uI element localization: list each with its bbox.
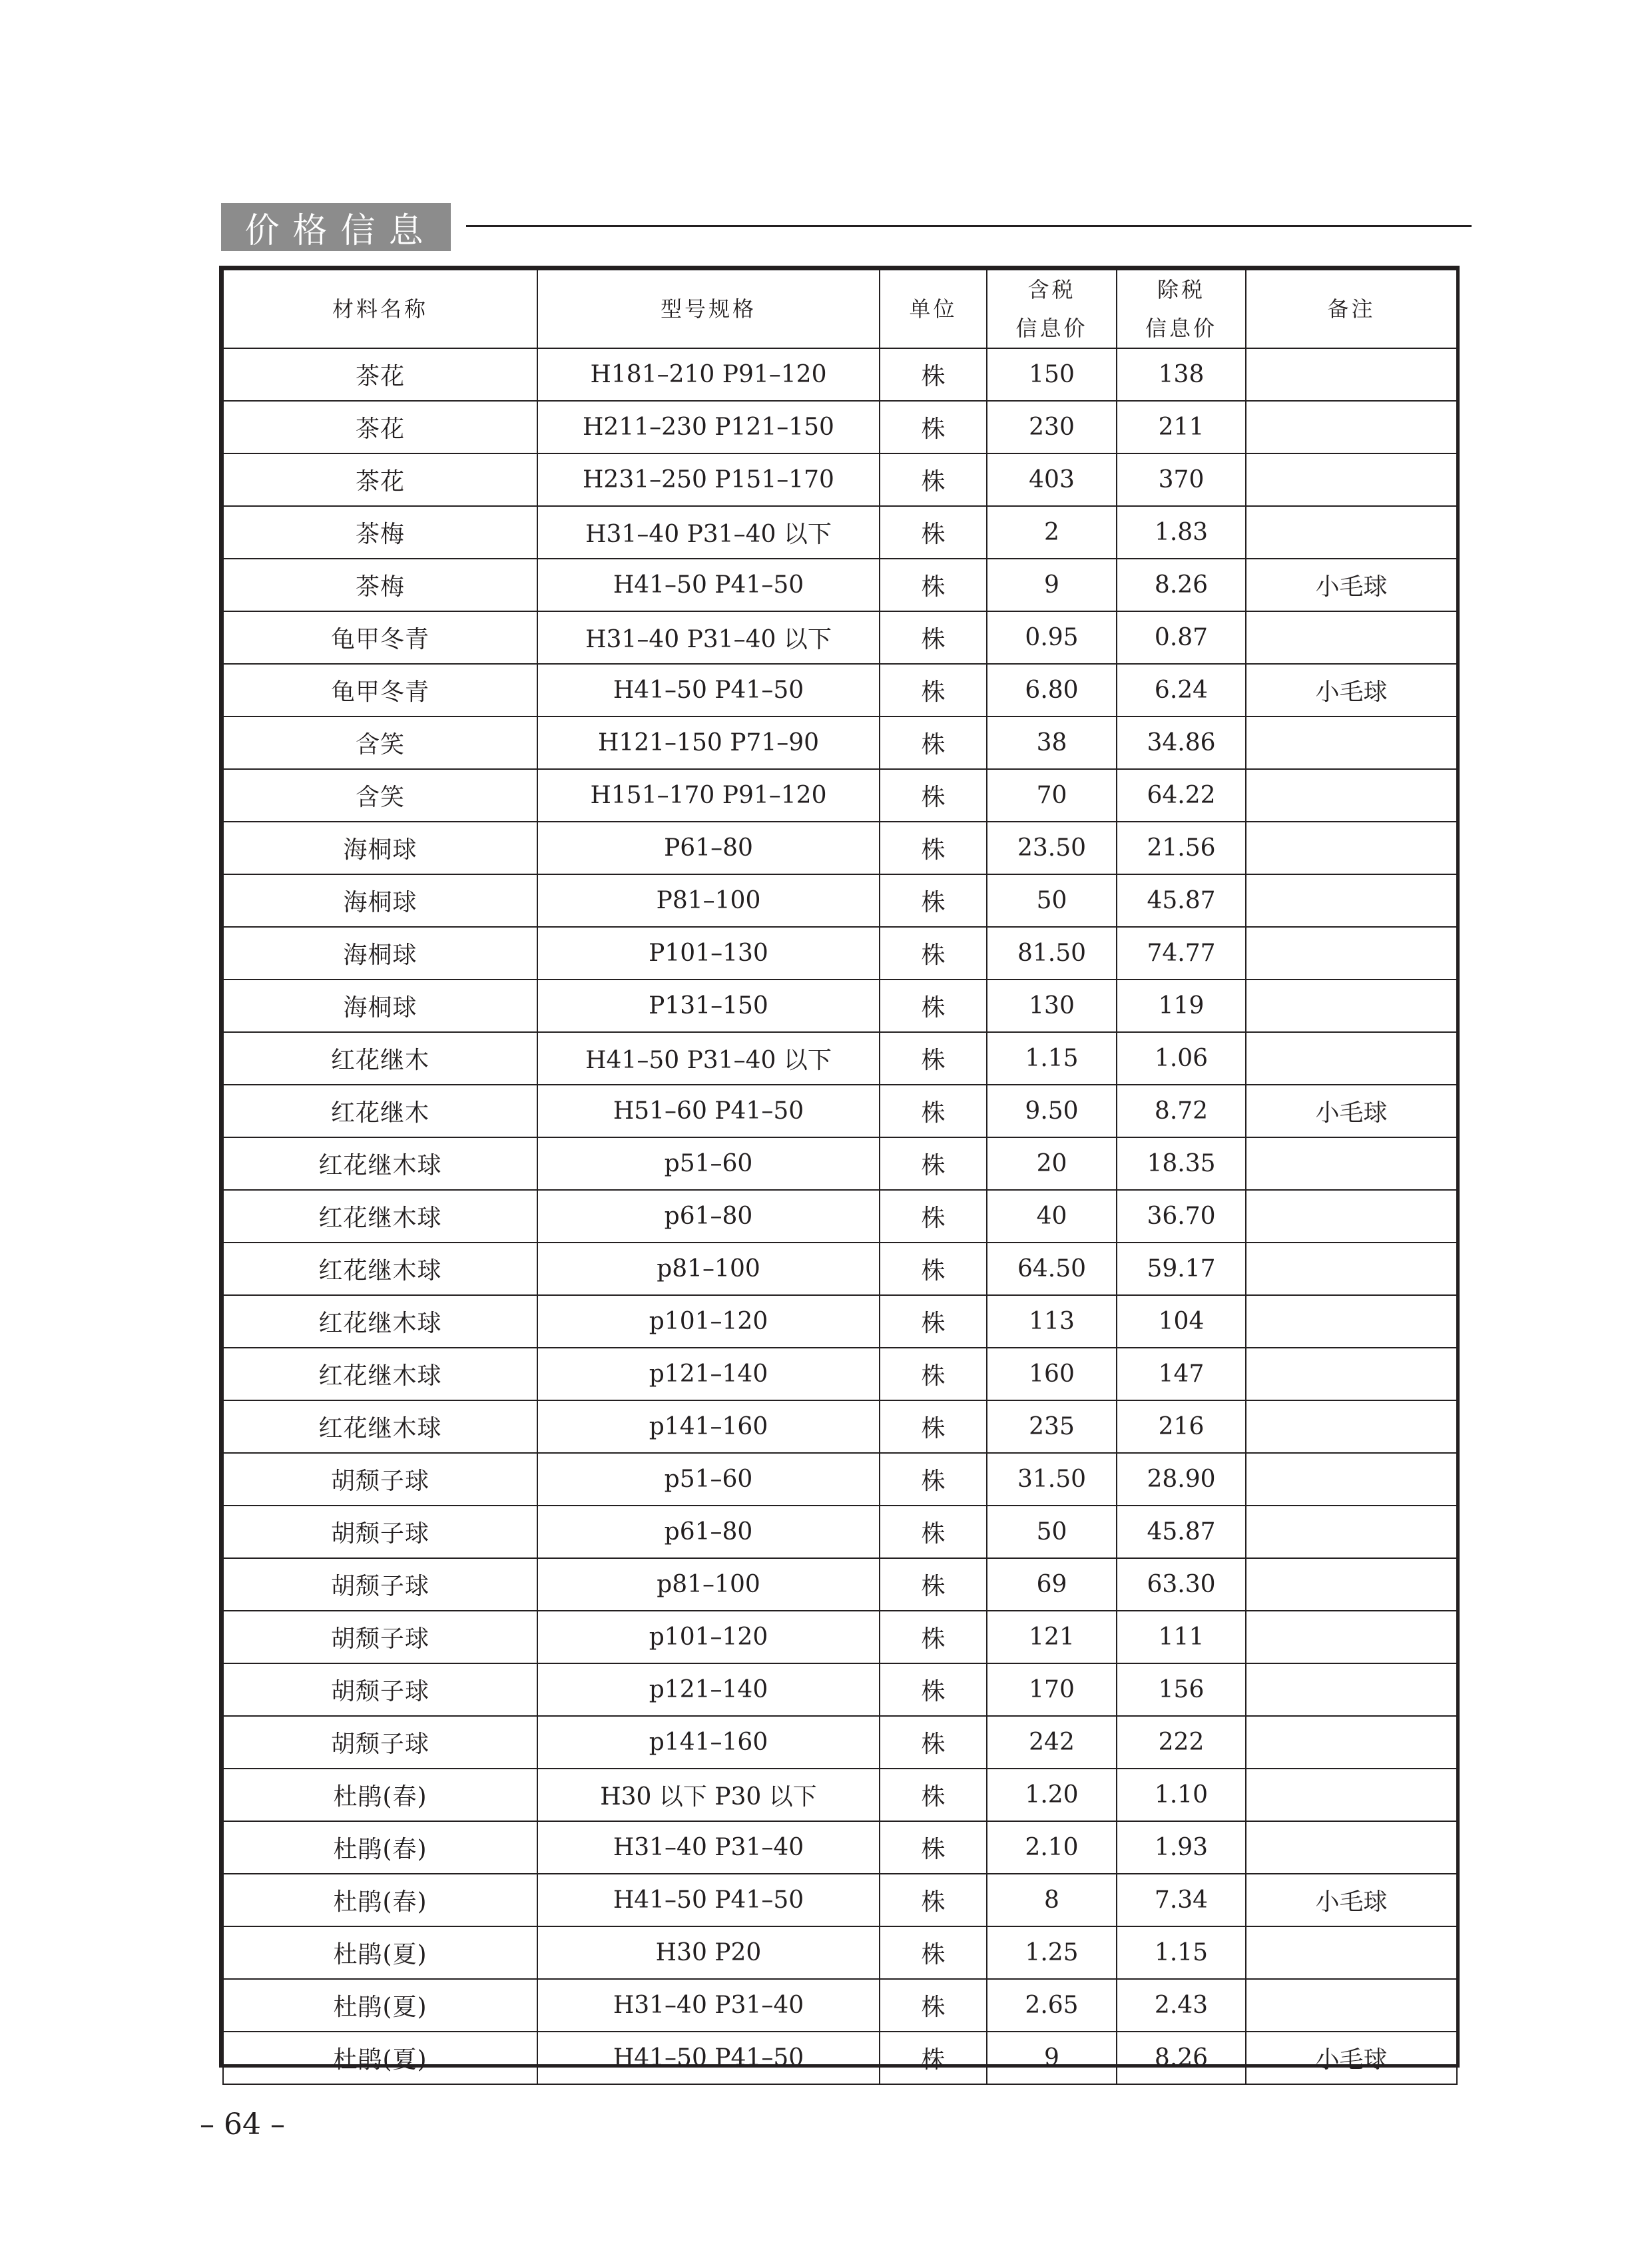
cell-remark	[1246, 1821, 1457, 1874]
table-row	[223, 1453, 1457, 1506]
cell-remark	[1246, 1453, 1457, 1506]
cell-material-name: 茶花	[223, 401, 537, 453]
cell-price-incl-tax: 31.50	[987, 1453, 1117, 1506]
cell-material-name: 杜鹃(夏)	[223, 1926, 537, 1979]
cell-price-incl-tax: 20	[987, 1137, 1117, 1190]
cell-price-incl-tax: 8	[987, 1874, 1117, 1926]
cell-remark	[1246, 927, 1457, 980]
table-row	[223, 822, 1457, 874]
cell-material-name: 红花继木	[223, 1085, 537, 1137]
cell-unit: 株	[880, 1190, 987, 1243]
cell-material-name: 海桐球	[223, 874, 537, 927]
cell-remark: 小毛球	[1246, 2032, 1457, 2084]
header-remark	[1246, 270, 1457, 348]
cell-price-incl-tax: 9.50	[987, 1085, 1117, 1137]
cell-model-spec: H31–40 P31–40 以下	[537, 506, 880, 559]
cell-price-excl-tax: 1.93	[1117, 1821, 1246, 1874]
cell-material-name: 海桐球	[223, 822, 537, 874]
cell-remark	[1246, 1611, 1457, 1663]
cell-remark	[1246, 822, 1457, 874]
cell-material-name: 红花继木球	[223, 1190, 537, 1243]
table-row	[223, 1400, 1457, 1453]
cell-remark	[1246, 1663, 1457, 1716]
cell-model-spec: H41–50 P41–50	[537, 664, 880, 716]
cell-remark: 小毛球	[1246, 559, 1457, 611]
cell-material-name: 红花继木球	[223, 1400, 537, 1453]
table-row	[223, 1506, 1457, 1558]
cell-price-incl-tax: 113	[987, 1295, 1117, 1348]
cell-model-spec: p101–120	[537, 1295, 880, 1348]
cell-material-name: 茶花	[223, 348, 537, 401]
cell-material-name: 茶梅	[223, 559, 537, 611]
cell-model-spec: p81–100	[537, 1243, 880, 1295]
cell-price-incl-tax: 235	[987, 1400, 1117, 1453]
cell-unit: 株	[880, 1926, 987, 1979]
table-row	[223, 1558, 1457, 1611]
cell-price-incl-tax: 0.95	[987, 611, 1117, 664]
cell-price-incl-tax: 403	[987, 453, 1117, 506]
header-price-incl-tax	[987, 270, 1117, 348]
cell-unit: 株	[880, 401, 987, 453]
cell-unit: 株	[880, 716, 987, 769]
cell-price-excl-tax: 1.10	[1117, 1769, 1246, 1821]
cell-remark	[1246, 874, 1457, 927]
cell-material-name: 杜鹃(夏)	[223, 2032, 537, 2084]
cell-material-name: 胡颓子球	[223, 1716, 537, 1769]
cell-model-spec: P101–130	[537, 927, 880, 980]
cell-model-spec: H211–230 P121–150	[537, 401, 880, 453]
cell-unit: 株	[880, 1506, 987, 1558]
cell-model-spec: p101–120	[537, 1611, 880, 1663]
header-model-spec	[537, 270, 880, 348]
table-row	[223, 1874, 1457, 1926]
cell-price-incl-tax: 9	[987, 2032, 1117, 2084]
table-row	[223, 2032, 1457, 2084]
cell-unit: 株	[880, 822, 987, 874]
cell-price-excl-tax: 104	[1117, 1295, 1246, 1348]
cell-unit: 株	[880, 1769, 987, 1821]
cell-model-spec: H31–40 P31–40	[537, 1821, 880, 1874]
cell-material-name: 红花继木球	[223, 1295, 537, 1348]
cell-price-incl-tax: 38	[987, 716, 1117, 769]
cell-material-name: 红花继木球	[223, 1243, 537, 1295]
table-row	[223, 1926, 1457, 1979]
table-row	[223, 1769, 1457, 1821]
cell-model-spec: p51–60	[537, 1137, 880, 1190]
cell-price-incl-tax: 50	[987, 874, 1117, 927]
table-header-row	[223, 270, 1457, 348]
cell-price-excl-tax: 0.87	[1117, 611, 1246, 664]
header-material-name	[223, 270, 537, 348]
cell-model-spec: p141–160	[537, 1716, 880, 1769]
cell-price-incl-tax: 70	[987, 769, 1117, 822]
cell-remark: 小毛球	[1246, 1874, 1457, 1926]
cell-price-incl-tax: 40	[987, 1190, 1117, 1243]
table-row	[223, 1032, 1457, 1085]
table-row	[223, 1979, 1457, 2032]
cell-unit: 株	[880, 1558, 987, 1611]
cell-material-name: 杜鹃(春)	[223, 1821, 537, 1874]
cell-price-incl-tax: 9	[987, 559, 1117, 611]
cell-remark	[1246, 1979, 1457, 2032]
header-price-excl-tax	[1117, 270, 1246, 348]
cell-material-name: 胡颓子球	[223, 1663, 537, 1716]
cell-model-spec: H41–50 P41–50	[537, 2032, 880, 2084]
cell-remark	[1246, 1926, 1457, 1979]
cell-price-excl-tax: 6.24	[1117, 664, 1246, 716]
header-label-line: 备注	[1327, 296, 1376, 322]
cell-price-excl-tax: 64.22	[1117, 769, 1246, 822]
table-body	[223, 348, 1457, 2084]
cell-price-excl-tax: 18.35	[1117, 1137, 1246, 1190]
cell-price-incl-tax: 242	[987, 1716, 1117, 1769]
cell-unit: 株	[880, 453, 987, 506]
cell-price-excl-tax: 138	[1117, 348, 1246, 401]
cell-unit: 株	[880, 664, 987, 716]
cell-price-incl-tax: 6.80	[987, 664, 1117, 716]
cell-material-name: 红花继木球	[223, 1348, 537, 1400]
table-row	[223, 1821, 1457, 1874]
cell-price-incl-tax: 1.15	[987, 1032, 1117, 1085]
cell-unit: 株	[880, 1348, 987, 1400]
cell-price-excl-tax: 34.86	[1117, 716, 1246, 769]
cell-remark	[1246, 1506, 1457, 1558]
cell-model-spec: H30 以下 P30 以下	[537, 1769, 880, 1821]
cell-price-incl-tax: 160	[987, 1348, 1117, 1400]
cell-remark	[1246, 1400, 1457, 1453]
cell-price-excl-tax: 74.77	[1117, 927, 1246, 980]
cell-remark	[1246, 1032, 1457, 1085]
cell-material-name: 胡颓子球	[223, 1558, 537, 1611]
cell-model-spec: H151–170 P91–120	[537, 769, 880, 822]
cell-unit: 株	[880, 874, 987, 927]
table-row	[223, 1243, 1457, 1295]
cell-material-name: 海桐球	[223, 980, 537, 1032]
table-row	[223, 716, 1457, 769]
cell-price-excl-tax: 7.34	[1117, 1874, 1246, 1926]
cell-price-excl-tax: 8.26	[1117, 2032, 1246, 2084]
cell-price-excl-tax: 370	[1117, 453, 1246, 506]
cell-unit: 株	[880, 980, 987, 1032]
cell-model-spec: H41–50 P41–50	[537, 559, 880, 611]
cell-price-incl-tax: 64.50	[987, 1243, 1117, 1295]
cell-remark	[1246, 1348, 1457, 1400]
cell-material-name: 含笑	[223, 769, 537, 822]
cell-price-incl-tax: 230	[987, 401, 1117, 453]
section-title: 价格信息	[244, 210, 437, 251]
cell-material-name: 胡颓子球	[223, 1506, 537, 1558]
cell-price-excl-tax: 119	[1117, 980, 1246, 1032]
cell-unit: 株	[880, 348, 987, 401]
cell-material-name: 茶梅	[223, 506, 537, 559]
table-row	[223, 1611, 1457, 1663]
cell-price-excl-tax: 8.26	[1117, 559, 1246, 611]
table-row	[223, 1295, 1457, 1348]
cell-unit: 株	[880, 1979, 987, 2032]
cell-unit: 株	[880, 1611, 987, 1663]
cell-remark	[1246, 453, 1457, 506]
cell-price-incl-tax: 81.50	[987, 927, 1117, 980]
cell-price-incl-tax: 23.50	[987, 822, 1117, 874]
cell-remark	[1246, 506, 1457, 559]
cell-model-spec: p121–140	[537, 1348, 880, 1400]
cell-price-excl-tax: 1.15	[1117, 1926, 1246, 1979]
cell-price-excl-tax: 147	[1117, 1348, 1246, 1400]
cell-remark	[1246, 348, 1457, 401]
page-number: – 64 –	[200, 2108, 285, 2141]
table-row	[223, 559, 1457, 611]
cell-price-incl-tax: 1.25	[987, 1926, 1117, 1979]
cell-unit: 株	[880, 1821, 987, 1874]
header-label-line: 材料名称	[332, 296, 428, 322]
cell-unit: 株	[880, 1137, 987, 1190]
cell-price-incl-tax: 150	[987, 348, 1117, 401]
cell-price-excl-tax: 1.06	[1117, 1032, 1246, 1085]
cell-unit: 株	[880, 927, 987, 980]
table-row	[223, 1085, 1457, 1137]
cell-price-incl-tax: 50	[987, 1506, 1117, 1558]
cell-unit: 株	[880, 1663, 987, 1716]
cell-price-excl-tax: 211	[1117, 401, 1246, 453]
cell-unit: 株	[880, 1400, 987, 1453]
cell-remark	[1246, 980, 1457, 1032]
price-table-frame	[219, 266, 1460, 2074]
cell-remark	[1246, 1137, 1457, 1190]
cell-price-incl-tax: 2.65	[987, 1979, 1117, 2032]
table-row	[223, 769, 1457, 822]
cell-unit: 株	[880, 611, 987, 664]
cell-unit: 株	[880, 2032, 987, 2084]
cell-model-spec: H51–60 P41–50	[537, 1085, 880, 1137]
cell-model-spec: p121–140	[537, 1663, 880, 1716]
table-row	[223, 506, 1457, 559]
cell-price-excl-tax: 36.70	[1117, 1190, 1246, 1243]
table-row	[223, 401, 1457, 453]
cell-model-spec: H121–150 P71–90	[537, 716, 880, 769]
cell-model-spec: H181–210 P91–120	[537, 348, 880, 401]
table-row	[223, 664, 1457, 716]
header-label-line: 单位	[909, 296, 958, 322]
cell-model-spec: p61–80	[537, 1190, 880, 1243]
cell-remark	[1246, 769, 1457, 822]
table-row	[223, 927, 1457, 980]
cell-material-name: 红花继木	[223, 1032, 537, 1085]
cell-unit: 株	[880, 1032, 987, 1085]
cell-model-spec: H41–50 P41–50	[537, 1874, 880, 1926]
cell-price-excl-tax: 222	[1117, 1716, 1246, 1769]
cell-unit: 株	[880, 1716, 987, 1769]
cell-model-spec: p51–60	[537, 1453, 880, 1506]
cell-price-excl-tax: 28.90	[1117, 1453, 1246, 1506]
cell-price-incl-tax: 69	[987, 1558, 1117, 1611]
cell-unit: 株	[880, 1874, 987, 1926]
cell-remark	[1246, 1243, 1457, 1295]
cell-material-name: 茶花	[223, 453, 537, 506]
cell-price-excl-tax: 216	[1117, 1400, 1246, 1453]
cell-model-spec: H231–250 P151–170	[537, 453, 880, 506]
cell-model-spec: P131–150	[537, 980, 880, 1032]
table-row	[223, 1716, 1457, 1769]
header-label-line: 型号规格	[660, 296, 756, 322]
cell-model-spec: p61–80	[537, 1506, 880, 1558]
cell-remark	[1246, 716, 1457, 769]
cell-remark	[1246, 1295, 1457, 1348]
cell-remark: 小毛球	[1246, 664, 1457, 716]
cell-model-spec: H31–40 P31–40 以下	[537, 611, 880, 664]
cell-price-excl-tax: 8.72	[1117, 1085, 1246, 1137]
table-row	[223, 1190, 1457, 1243]
header-unit	[880, 270, 987, 348]
cell-model-spec: H31–40 P31–40	[537, 1979, 880, 2032]
cell-price-excl-tax: 45.87	[1117, 1506, 1246, 1558]
cell-remark	[1246, 1558, 1457, 1611]
cell-price-excl-tax: 63.30	[1117, 1558, 1246, 1611]
cell-remark: 小毛球	[1246, 1085, 1457, 1137]
cell-remark	[1246, 401, 1457, 453]
cell-material-name: 杜鹃(夏)	[223, 1979, 537, 2032]
cell-price-incl-tax: 2	[987, 506, 1117, 559]
table-row	[223, 980, 1457, 1032]
cell-unit: 株	[880, 1453, 987, 1506]
cell-price-incl-tax: 1.20	[987, 1769, 1117, 1821]
table-row	[223, 1348, 1457, 1400]
cell-price-excl-tax: 156	[1117, 1663, 1246, 1716]
cell-unit: 株	[880, 1085, 987, 1137]
cell-price-excl-tax: 1.83	[1117, 506, 1246, 559]
header-divider	[466, 225, 1472, 227]
table-row	[223, 611, 1457, 664]
cell-material-name: 红花继木球	[223, 1137, 537, 1190]
cell-model-spec: p81–100	[537, 1558, 880, 1611]
cell-price-excl-tax: 59.17	[1117, 1243, 1246, 1295]
cell-price-excl-tax: 111	[1117, 1611, 1246, 1663]
cell-price-excl-tax: 45.87	[1117, 874, 1246, 927]
cell-model-spec: P81–100	[537, 874, 880, 927]
cell-price-incl-tax: 170	[987, 1663, 1117, 1716]
cell-model-spec: p141–160	[537, 1400, 880, 1453]
cell-material-name: 杜鹃(春)	[223, 1769, 537, 1821]
cell-material-name: 龟甲冬青	[223, 664, 537, 716]
cell-price-excl-tax: 21.56	[1117, 822, 1246, 874]
price-table	[222, 269, 1458, 2085]
cell-price-incl-tax: 121	[987, 1611, 1117, 1663]
cell-material-name: 龟甲冬青	[223, 611, 537, 664]
cell-unit: 株	[880, 559, 987, 611]
table-row	[223, 348, 1457, 401]
table-row	[223, 453, 1457, 506]
table-row	[223, 874, 1457, 927]
cell-remark	[1246, 1190, 1457, 1243]
cell-model-spec: H41–50 P31–40 以下	[537, 1032, 880, 1085]
cell-remark	[1246, 1716, 1457, 1769]
header-label-line: 信息价	[1145, 316, 1217, 341]
header-label-line: 信息价	[1015, 316, 1088, 341]
cell-unit: 株	[880, 1295, 987, 1348]
header-label-line: 含税	[1027, 277, 1076, 302]
cell-remark	[1246, 611, 1457, 664]
cell-unit: 株	[880, 506, 987, 559]
cell-unit: 株	[880, 769, 987, 822]
table-row	[223, 1137, 1457, 1190]
cell-model-spec: P61–80	[537, 822, 880, 874]
cell-model-spec: H30 P20	[537, 1926, 880, 1979]
cell-material-name: 胡颓子球	[223, 1611, 537, 1663]
cell-remark	[1246, 1769, 1457, 1821]
cell-material-name: 胡颓子球	[223, 1453, 537, 1506]
cell-material-name: 海桐球	[223, 927, 537, 980]
header-label-line: 除税	[1157, 277, 1205, 302]
cell-unit: 株	[880, 1243, 987, 1295]
cell-price-incl-tax: 130	[987, 980, 1117, 1032]
cell-material-name: 杜鹃(春)	[223, 1874, 537, 1926]
section-title-bar	[221, 203, 451, 251]
cell-price-incl-tax: 2.10	[987, 1821, 1117, 1874]
table-row	[223, 1663, 1457, 1716]
cell-price-excl-tax: 2.43	[1117, 1979, 1246, 2032]
cell-material-name: 含笑	[223, 716, 537, 769]
